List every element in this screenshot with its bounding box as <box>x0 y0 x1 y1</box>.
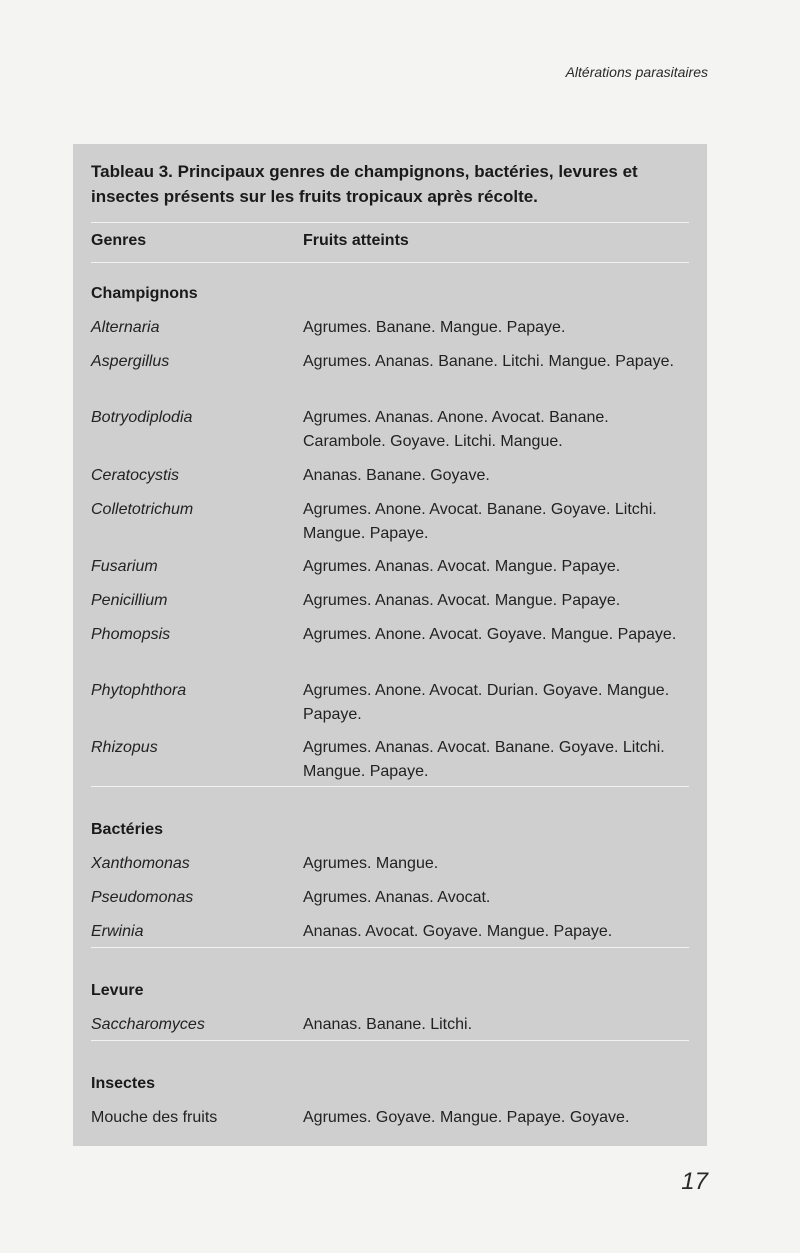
genus-cell: Saccharomyces <box>91 1016 205 1033</box>
table-caption: Tableau 3. Principaux genres de champignons, bactéries, levures et insectes présents sur les fruits tropicaux après récolte. <box>91 162 638 206</box>
fruits-cell: Agrumes. Goyave. Mangue. Papaye. Goyave. <box>303 1109 630 1126</box>
fruits-cell: Ananas. Banane. Litchi. <box>303 1016 473 1033</box>
genus-cell: Xanthomonas <box>91 855 190 872</box>
section-title-insectes: Insectes <box>91 1075 156 1092</box>
genus-cell: Botryodiplodia <box>91 409 193 426</box>
section-title-levure: Levure <box>91 982 144 999</box>
running-header: Altérations parasitaires <box>565 64 708 80</box>
genus-cell: Aspergillus <box>91 353 170 370</box>
genus-cell: Ceratocystis <box>91 467 180 484</box>
table-rule-top <box>91 222 689 223</box>
fruits-cell: Agrumes. Banane. Mangue. Papaye. <box>303 319 566 336</box>
fruits-cell: Agrumes. Ananas. Avocat. Mangue. Papaye. <box>303 558 621 575</box>
section-title-champignons: Champignons <box>91 285 198 302</box>
fungi-bacteria-table <box>73 144 707 1146</box>
genus-cell: Colletotrichum <box>91 501 194 518</box>
fruits-cell: Agrumes. Anone. Avocat. Banane. Goyave. Litchi. Mangue. Papaye. <box>303 501 657 542</box>
fruits-cell: Agrumes. Ananas. Avocat. Mangue. Papaye. <box>303 592 621 609</box>
fruits-cell: Agrumes. Ananas. Anone. Avocat. Banane. Carambole. Goyave. Litchi. Mangue. <box>303 409 609 450</box>
genus-cell: Pseudomonas <box>91 889 194 906</box>
genus-cell: Rhizopus <box>91 739 158 756</box>
fruits-cell: Ananas. Banane. Goyave. <box>303 467 490 484</box>
genus-cell: Penicillium <box>91 592 168 609</box>
section-title-bacteries: Bactéries <box>91 821 164 838</box>
section-divider <box>91 947 689 948</box>
page-number: 17 <box>681 1168 708 1195</box>
column-header-fruits: Fruits atteints <box>303 232 409 249</box>
genus-cell: Phomopsis <box>91 626 171 643</box>
fruits-cell: Agrumes. Anone. Avocat. Goyave. Mangue. Papaye. <box>303 626 677 643</box>
section-divider <box>91 1040 689 1041</box>
fruits-cell: Agrumes. Ananas. Avocat. <box>303 889 491 906</box>
section-divider <box>91 786 689 787</box>
genus-cell: Fusarium <box>91 558 158 575</box>
fruits-cell: Ananas. Avocat. Goyave. Mangue. Papaye. <box>303 923 613 940</box>
fruits-cell: Agrumes. Ananas. Banane. Litchi. Mangue. Papaye. <box>303 353 674 370</box>
fruits-cell: Agrumes. Mangue. <box>303 855 439 872</box>
genus-cell: Erwinia <box>91 923 144 940</box>
fruits-cell: Agrumes. Anone. Avocat. Durian. Goyave. Mangue. Papaye. <box>303 682 670 723</box>
genus-cell: Phytophthora <box>91 682 187 699</box>
column-header-genres: Genres <box>91 232 147 249</box>
table-rule-header <box>91 262 689 263</box>
fruits-cell: Agrumes. Ananas. Avocat. Banane. Goyave. Litchi. Mangue. Papaye. <box>303 739 665 780</box>
genus-cell: Mouche des fruits <box>91 1109 218 1126</box>
genus-cell: Alternaria <box>91 319 160 336</box>
